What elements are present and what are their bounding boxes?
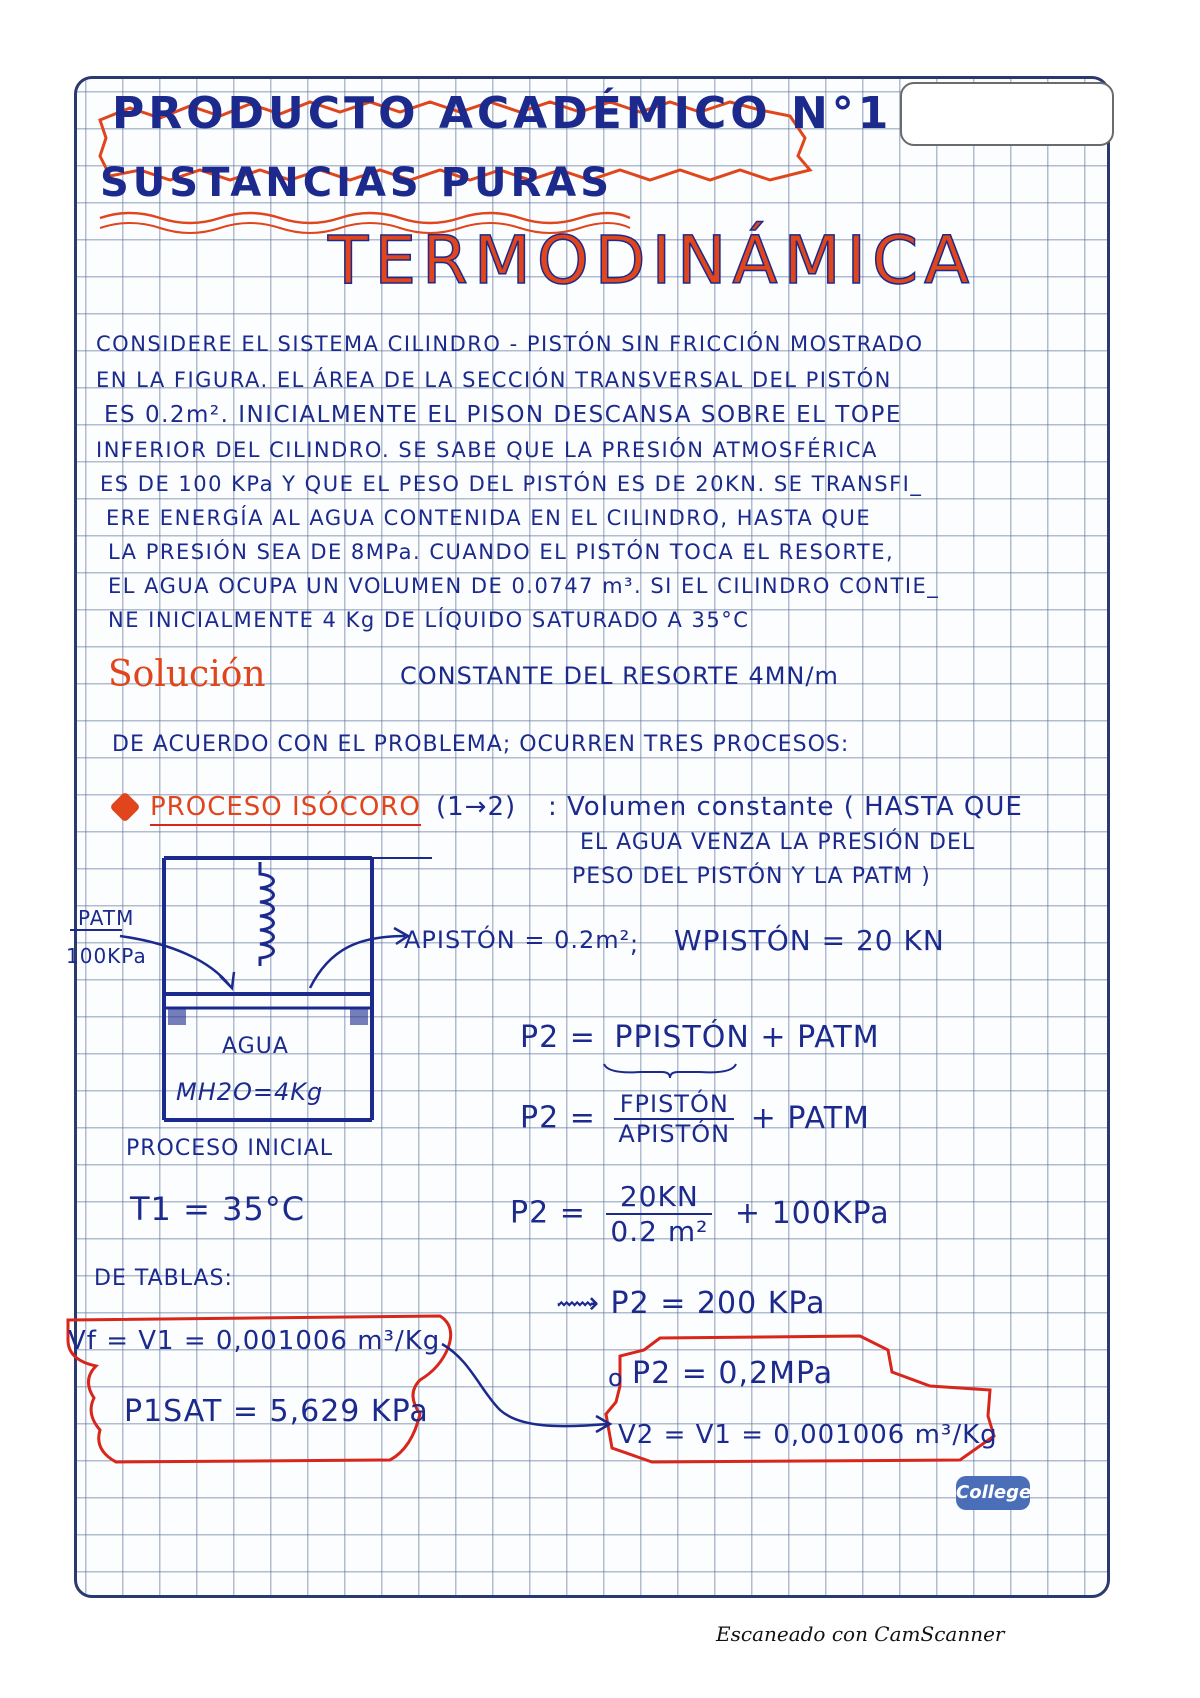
problem-line-1: CONSIDERE EL SISTEMA CILINDRO - PISTÓN SIN FRICCIÓN MOSTRADO [96,332,924,356]
eq2-lhs: P2 = [520,1100,596,1136]
problem-line-9: NE INICIALMENTE 4 Kg DE LÍQUIDO SATURADO A 35°C [108,608,750,632]
eq3-lhs: P2 = [510,1195,586,1231]
patm-label: PATM [78,906,135,930]
spring-coil [260,862,274,966]
tables-label: DE TABLAS: [94,1266,233,1291]
college-logo: College [956,1476,1030,1510]
processes-intro: DE ACUERDO CON EL PROBLEMA; OCURREN TRES PROCESOS: [112,732,850,757]
eq3-numerator: 20KN [606,1180,712,1215]
equation-6: V2 = V1 = 0,001006 m³/Kg [618,1420,998,1450]
water-label: AGUA [222,1034,289,1059]
main-title: TERMODINÁMICA [328,222,976,299]
equation-1 [520,1020,880,1055]
eq3-fraction [606,1180,712,1248]
stop-right [350,1009,368,1025]
patm-arrowhead [220,972,234,988]
patm-value: 100KPa [66,944,147,968]
diagram-caption: PROCESO INICIAL [126,1136,333,1161]
problem-line-2: EN LA FIGURA. EL ÁREA DE LA SECCIÓN TRANSVERSAL DEL PISTÓN [96,368,892,392]
spring-constant: CONSTANTE DEL RESORTE 4MN/m [400,662,839,690]
mass-label: MH2O=4Kg [176,1078,324,1106]
process-desc-line-1: : Volumen constante ( HASTA QUE [548,792,1023,822]
header-date-box [900,82,1114,146]
p1-sat-value: P1SAT = 5,629 KPa [124,1394,429,1429]
eq2-numerator: FPISTÓN [614,1090,734,1120]
separator-semicolon: ; [630,930,640,958]
connector-arrow [442,1344,608,1426]
eq1-lhs: P2 = [520,1020,596,1055]
problem-line-6: ERE ENERGÍA AL AGUA CONTENIDA EN EL CILINDRO, HASTA QUE [106,506,872,530]
piston-weight: WPISTÓN = 20 KN [674,924,945,957]
equation-4: ⟿ P2 = 200 KPa [556,1286,826,1321]
problem-line-3: ES 0.2m². INICIALMENTE EL PISON DESCANSA SOBRE EL TOPE [104,402,902,428]
process-title: PROCESO ISÓCORO [150,792,421,826]
stop-left [168,1009,186,1025]
eq2-rest: + PATM [750,1100,870,1136]
problem-line-5: ES DE 100 KPa Y QUE EL PESO DEL PISTÓN ES DE 20KN. SE TRANSFI_ [100,472,923,496]
eq1-rhs: PPISTÓN + PATM [614,1020,880,1055]
eq5-prefix: o [608,1364,624,1392]
problem-line-7: LA PRESIÓN SEA DE 8MPa. CUANDO EL PISTÓN TOCA EL RESORTE, [108,540,895,564]
eq1-underbrace [600,1060,740,1080]
eq2-denominator: APISTÓN [618,1120,731,1148]
eq3-denominator: 0.2 m² [610,1215,709,1248]
process-desc-line-2: EL AGUA VENZA LA PRESIÓN DEL [580,830,976,855]
eq2-fraction [614,1090,734,1148]
problem-line-4: INFERIOR DEL CILINDRO. SE SABE QUE LA PRESIÓN ATMOSFÉRICA [96,438,878,462]
area-arrow [310,936,405,988]
page-subtitle: SUSTANCIAS PURAS [100,160,614,206]
vf-value: Vf = V1 = 0,001006 m³/Kg [68,1326,441,1356]
piston-area: APISTÓN = 0.2m² [404,926,631,954]
equation-3 [510,1180,890,1248]
process-steps: (1→2) [436,792,517,822]
solution-label: Solución [108,654,266,695]
equation-5: P2 = 0,2MPa [632,1356,834,1391]
problem-line-8: EL AGUA OCUPA UN VOLUMEN DE 0.0747 m³. SI EL CILINDRO CONTIE_ [108,574,940,598]
scanner-watermark: Escaneado con CamScanner [716,1622,1005,1646]
equation-2 [520,1090,870,1148]
process-desc-line-3: PESO DEL PISTÓN Y LA PATM ) [572,864,931,889]
initial-temperature: T1 = 35°C [130,1190,306,1228]
page-title: PRODUCTO ACADÉMICO N°1 [112,88,893,139]
eq3-rest: + 100KPa [734,1195,890,1231]
